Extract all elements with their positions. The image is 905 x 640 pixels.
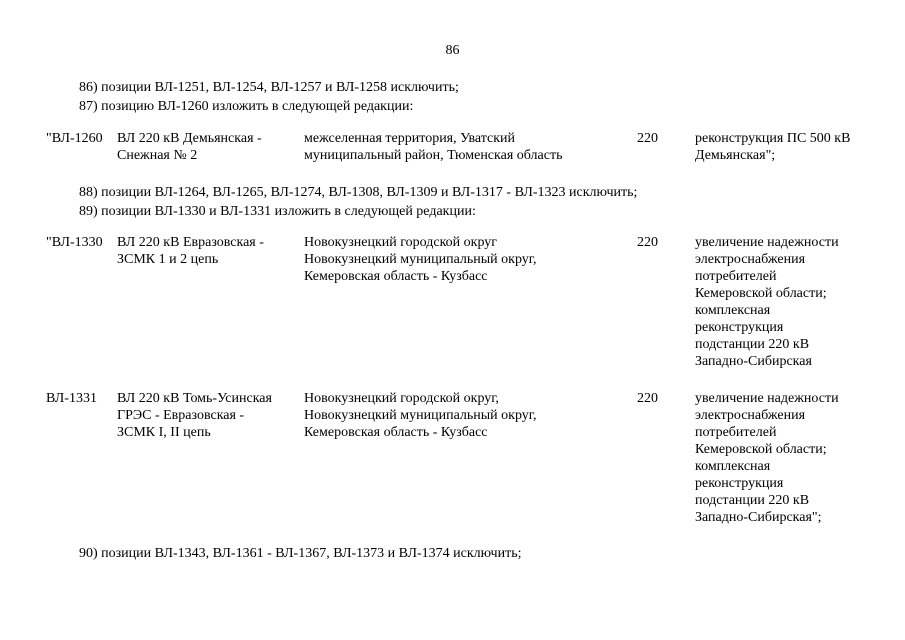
location-line: Кемеровская область - Кузбасс [304, 269, 488, 284]
location-line: Новокузнецкий городской округ, [304, 391, 499, 406]
paragraph-88: 88) позиции ВЛ-1264, ВЛ-1265, ВЛ-1274, ВЛ-1308, ВЛ-1309 и ВЛ-1317 - ВЛ-1323 исключить; [79, 185, 638, 200]
note-line: увеличение надежности [695, 391, 839, 406]
note-line: комплексная [695, 303, 771, 318]
note-line: Демьянская"; [695, 148, 776, 163]
row-code: "ВЛ-1330 [46, 235, 103, 250]
note-line: Кемеровской области; [695, 286, 827, 301]
name-line: ГРЭС - Евразовская - [117, 408, 245, 423]
note-line: подстанции 220 кВ [695, 493, 810, 508]
note-line: комплексная [695, 459, 771, 474]
note-line: Кемеровской области; [695, 442, 827, 457]
row-code: ВЛ-1331 [46, 391, 97, 406]
note-line: реконструкция [695, 476, 784, 491]
name-line: ВЛ 220 кВ Томь-Усинская [117, 391, 272, 406]
location-line: Кемеровская область - Кузбасс [304, 425, 488, 440]
paragraph-90: 90) позиции ВЛ-1343, ВЛ-1361 - ВЛ-1367, ВЛ-1373 и ВЛ-1374 исключить; [79, 546, 522, 561]
note-line: электроснабжения [695, 408, 806, 423]
row-location [304, 130, 624, 164]
note-line: Западно-Сибирская [695, 354, 812, 369]
row-name [117, 130, 299, 164]
row-voltage: 220 [637, 131, 658, 146]
name-line: ЗСМК 1 и 2 цепь [117, 252, 219, 267]
paragraph-87: 87) позицию ВЛ-1260 изложить в следующей редакции: [79, 99, 414, 114]
name-line: ВЛ 220 кВ Евразовская - [117, 235, 264, 250]
paragraph-86: 86) позиции ВЛ-1251, ВЛ-1254, ВЛ-1257 и ВЛ-1258 исключить; [79, 80, 459, 95]
note-line: реконструкция ПС 500 кВ [695, 131, 851, 146]
location-line: Новокузнецкий муниципальный округ, [304, 252, 537, 267]
row-note [695, 234, 885, 370]
row-name [117, 234, 299, 268]
location-line: муниципальный район, Тюменская область [304, 148, 563, 163]
row-code: "ВЛ-1260 [46, 131, 103, 146]
name-line: Снежная № 2 [117, 148, 198, 163]
name-line: ВЛ 220 кВ Демьянская - [117, 131, 262, 146]
row-name [117, 390, 299, 441]
row-note [695, 130, 885, 164]
row-voltage: 220 [637, 391, 658, 406]
note-line: подстанции 220 кВ [695, 337, 810, 352]
note-line: электроснабжения [695, 252, 806, 267]
paragraph-89: 89) позиции ВЛ-1330 и ВЛ-1331 изложить в следующей редакции: [79, 204, 476, 219]
note-line: реконструкция [695, 320, 784, 335]
row-note [695, 390, 885, 526]
location-line: Новокузнецкий муниципальный округ, [304, 408, 537, 423]
note-line: Западно-Сибирская"; [695, 510, 822, 525]
row-voltage: 220 [637, 235, 658, 250]
note-line: потребителей [695, 425, 777, 440]
row-location [304, 234, 624, 285]
row-location [304, 390, 624, 441]
name-line: ЗСМК I, II цепь [117, 425, 211, 440]
note-line: увеличение надежности [695, 235, 839, 250]
location-line: Новокузнецкий городской округ [304, 235, 498, 250]
location-line: межселенная территория, Уватский [304, 131, 516, 146]
page-number: 86 [445, 43, 460, 58]
note-line: потребителей [695, 269, 777, 284]
